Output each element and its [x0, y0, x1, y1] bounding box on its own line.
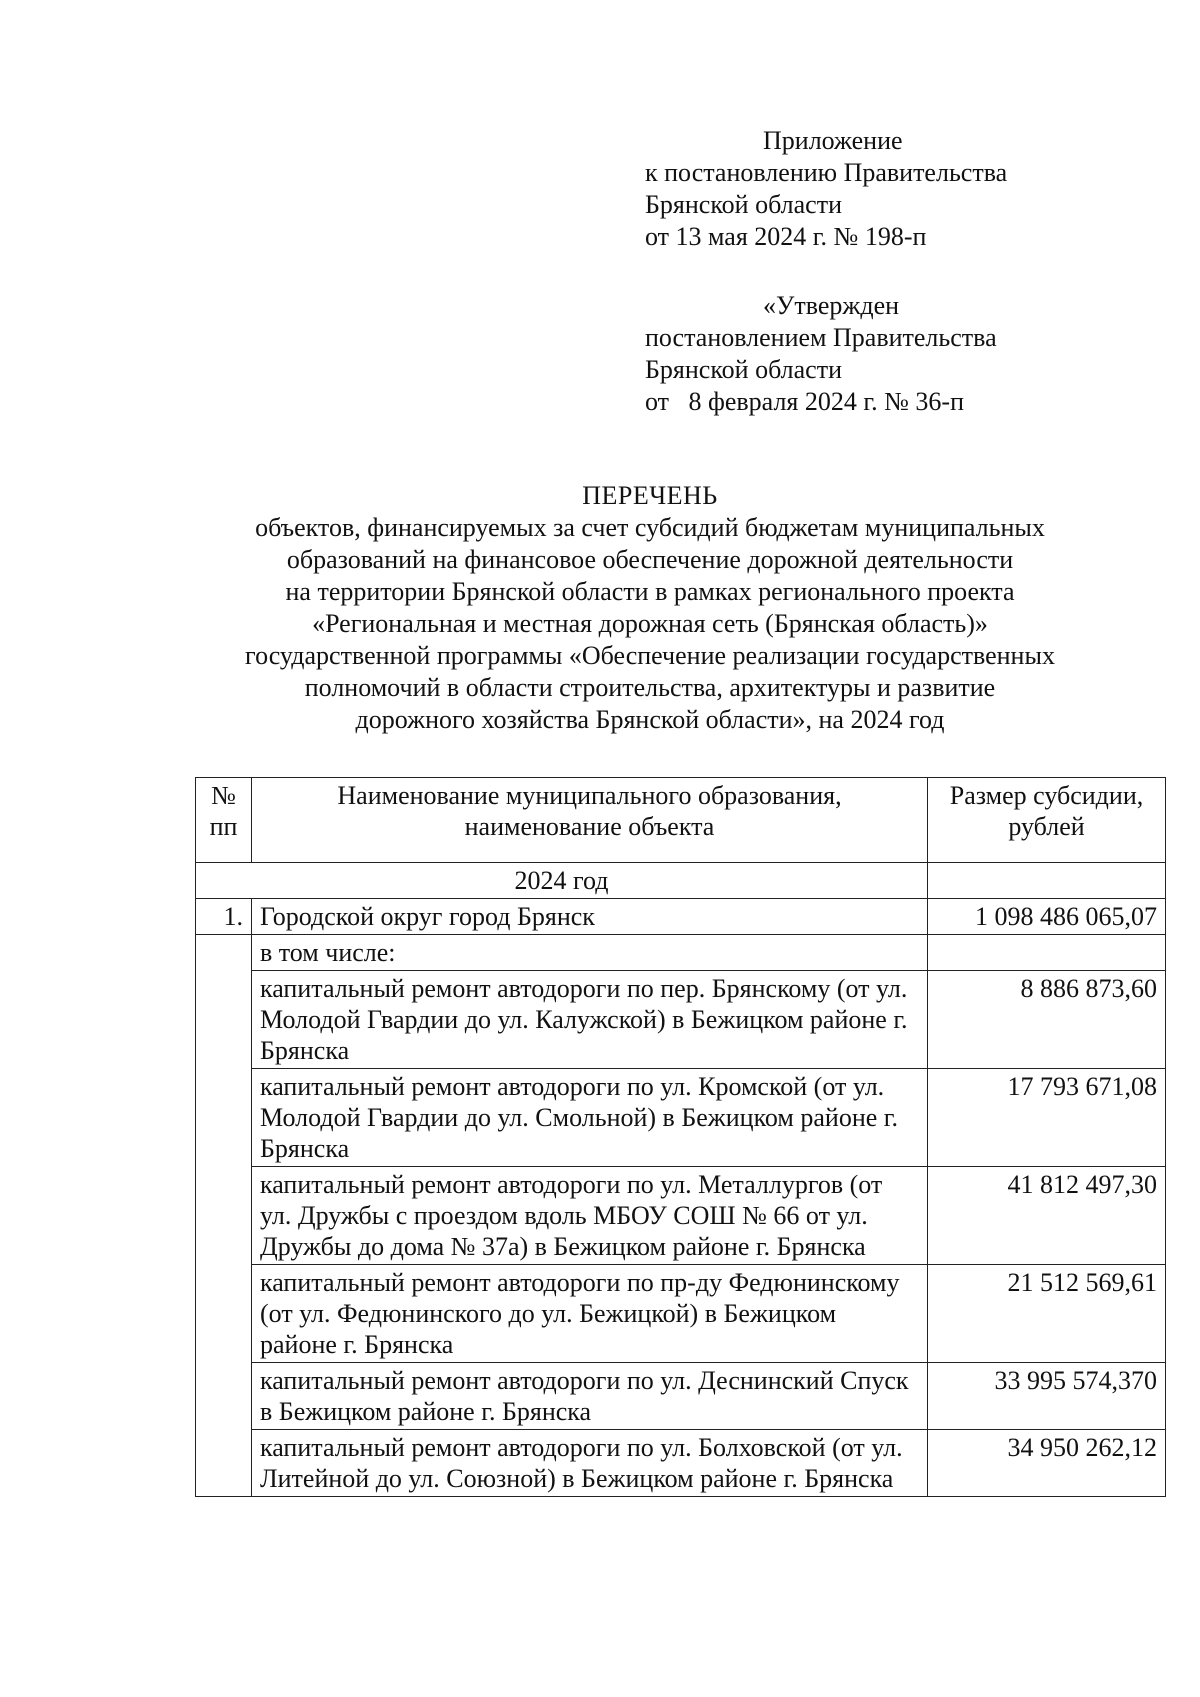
approved-line: постановлением Правительства	[645, 323, 997, 352]
appendix-line: Приложение	[763, 126, 903, 155]
table-row	[196, 1363, 1166, 1430]
year-row	[196, 863, 1166, 899]
group-amount: 1 098 486 065,07	[928, 899, 1166, 935]
appendix-line: от 13 мая 2024 г. № 198-п	[645, 222, 927, 251]
title-line: государственной программы «Обеспечение реализации государственных	[245, 641, 1055, 670]
object-amount: 41 812 497,30	[928, 1167, 1166, 1265]
objects-table	[195, 777, 1166, 1497]
including-label: в том числе:	[252, 935, 928, 971]
object-amount: 8 886 873,60	[928, 971, 1166, 1069]
appendix-stamp	[645, 125, 1105, 253]
title-line: на территории Брянской области в рамках регионального проекта	[285, 577, 1015, 606]
document-title	[150, 480, 1150, 736]
object-name: капитальный ремонт автодороги по ул. Деснинский Спуск в Бежицком районе г. Брянска	[252, 1363, 928, 1430]
including-row	[196, 935, 1166, 971]
appendix-line: к постановлению Правительства	[645, 158, 1008, 187]
object-amount: 34 950 262,12	[928, 1430, 1166, 1497]
object-amount: 21 512 569,61	[928, 1265, 1166, 1363]
appendix-line: Брянской области	[645, 190, 842, 219]
object-name: капитальный ремонт автодороги по ул. Кромской (от ул. Молодой Гвардии до ул. Смольной) в Бежицком районе г. Брянска	[252, 1069, 928, 1167]
group-name: Городской округ город Брянск	[252, 899, 928, 935]
object-name: капитальный ремонт автодороги по пер. Брянскому (от ул. Молодой Гвардии до ул. Калужской) в Бежицком районе г. Брянска	[252, 971, 928, 1069]
blank-number-cell	[196, 935, 252, 1497]
including-amount-cell	[928, 935, 1166, 971]
approved-stamp	[645, 290, 1105, 418]
title-heading: ПЕРЕЧЕНЬ	[582, 481, 718, 510]
header-subsidy: Размер субсидии, рублей	[928, 778, 1166, 863]
group-number: 1.	[196, 899, 252, 935]
table-header-row	[196, 778, 1166, 863]
approved-line: «Утвержден	[763, 291, 900, 320]
table-row	[196, 971, 1166, 1069]
object-name: капитальный ремонт автодороги по пр-ду Федюнинскому (от ул. Федюнинского до ул. Бежицкой) в Бежицком районе г. Брянска	[252, 1265, 928, 1363]
object-amount: 17 793 671,08	[928, 1069, 1166, 1167]
title-line: дорожного хозяйства Брянской области», на 2024 год	[355, 705, 945, 734]
table-row	[196, 1265, 1166, 1363]
approved-line: Брянской области	[645, 355, 842, 384]
header-name: Наименование муниципального образования, наименование объекта	[252, 778, 928, 863]
table-row	[196, 1167, 1166, 1265]
title-line: объектов, финансируемых за счет субсидий бюджетам муниципальных	[255, 513, 1045, 542]
year-amount-cell	[928, 863, 1166, 899]
title-line: образований на финансовое обеспечение дорожной деятельности	[286, 545, 1014, 574]
object-name: капитальный ремонт автодороги по ул. Болховской (от ул. Литейной до ул. Союзной) в Бежицком районе г. Брянска	[252, 1430, 928, 1497]
year-cell: 2024 год	[196, 863, 928, 899]
title-line: полномочий в области строительства, архитектуры и развитие	[304, 673, 996, 702]
table-row	[196, 1069, 1166, 1167]
table-row	[196, 1430, 1166, 1497]
header-number: № пп	[196, 778, 252, 863]
object-name: капитальный ремонт автодороги по ул. Металлургов (от ул. Дружбы с проездом вдоль МБОУ СОШ № 66 от ул. Дружбы до дома № 37а) в Бежицком районе г. Брянска	[252, 1167, 928, 1265]
title-line: «Региональная и местная дорожная сеть (Брянская область)»	[312, 609, 988, 638]
object-amount: 33 995 574,370	[928, 1363, 1166, 1430]
group-row	[196, 899, 1166, 935]
approved-line: от 8 февраля 2024 г. № 36-п	[645, 387, 964, 416]
